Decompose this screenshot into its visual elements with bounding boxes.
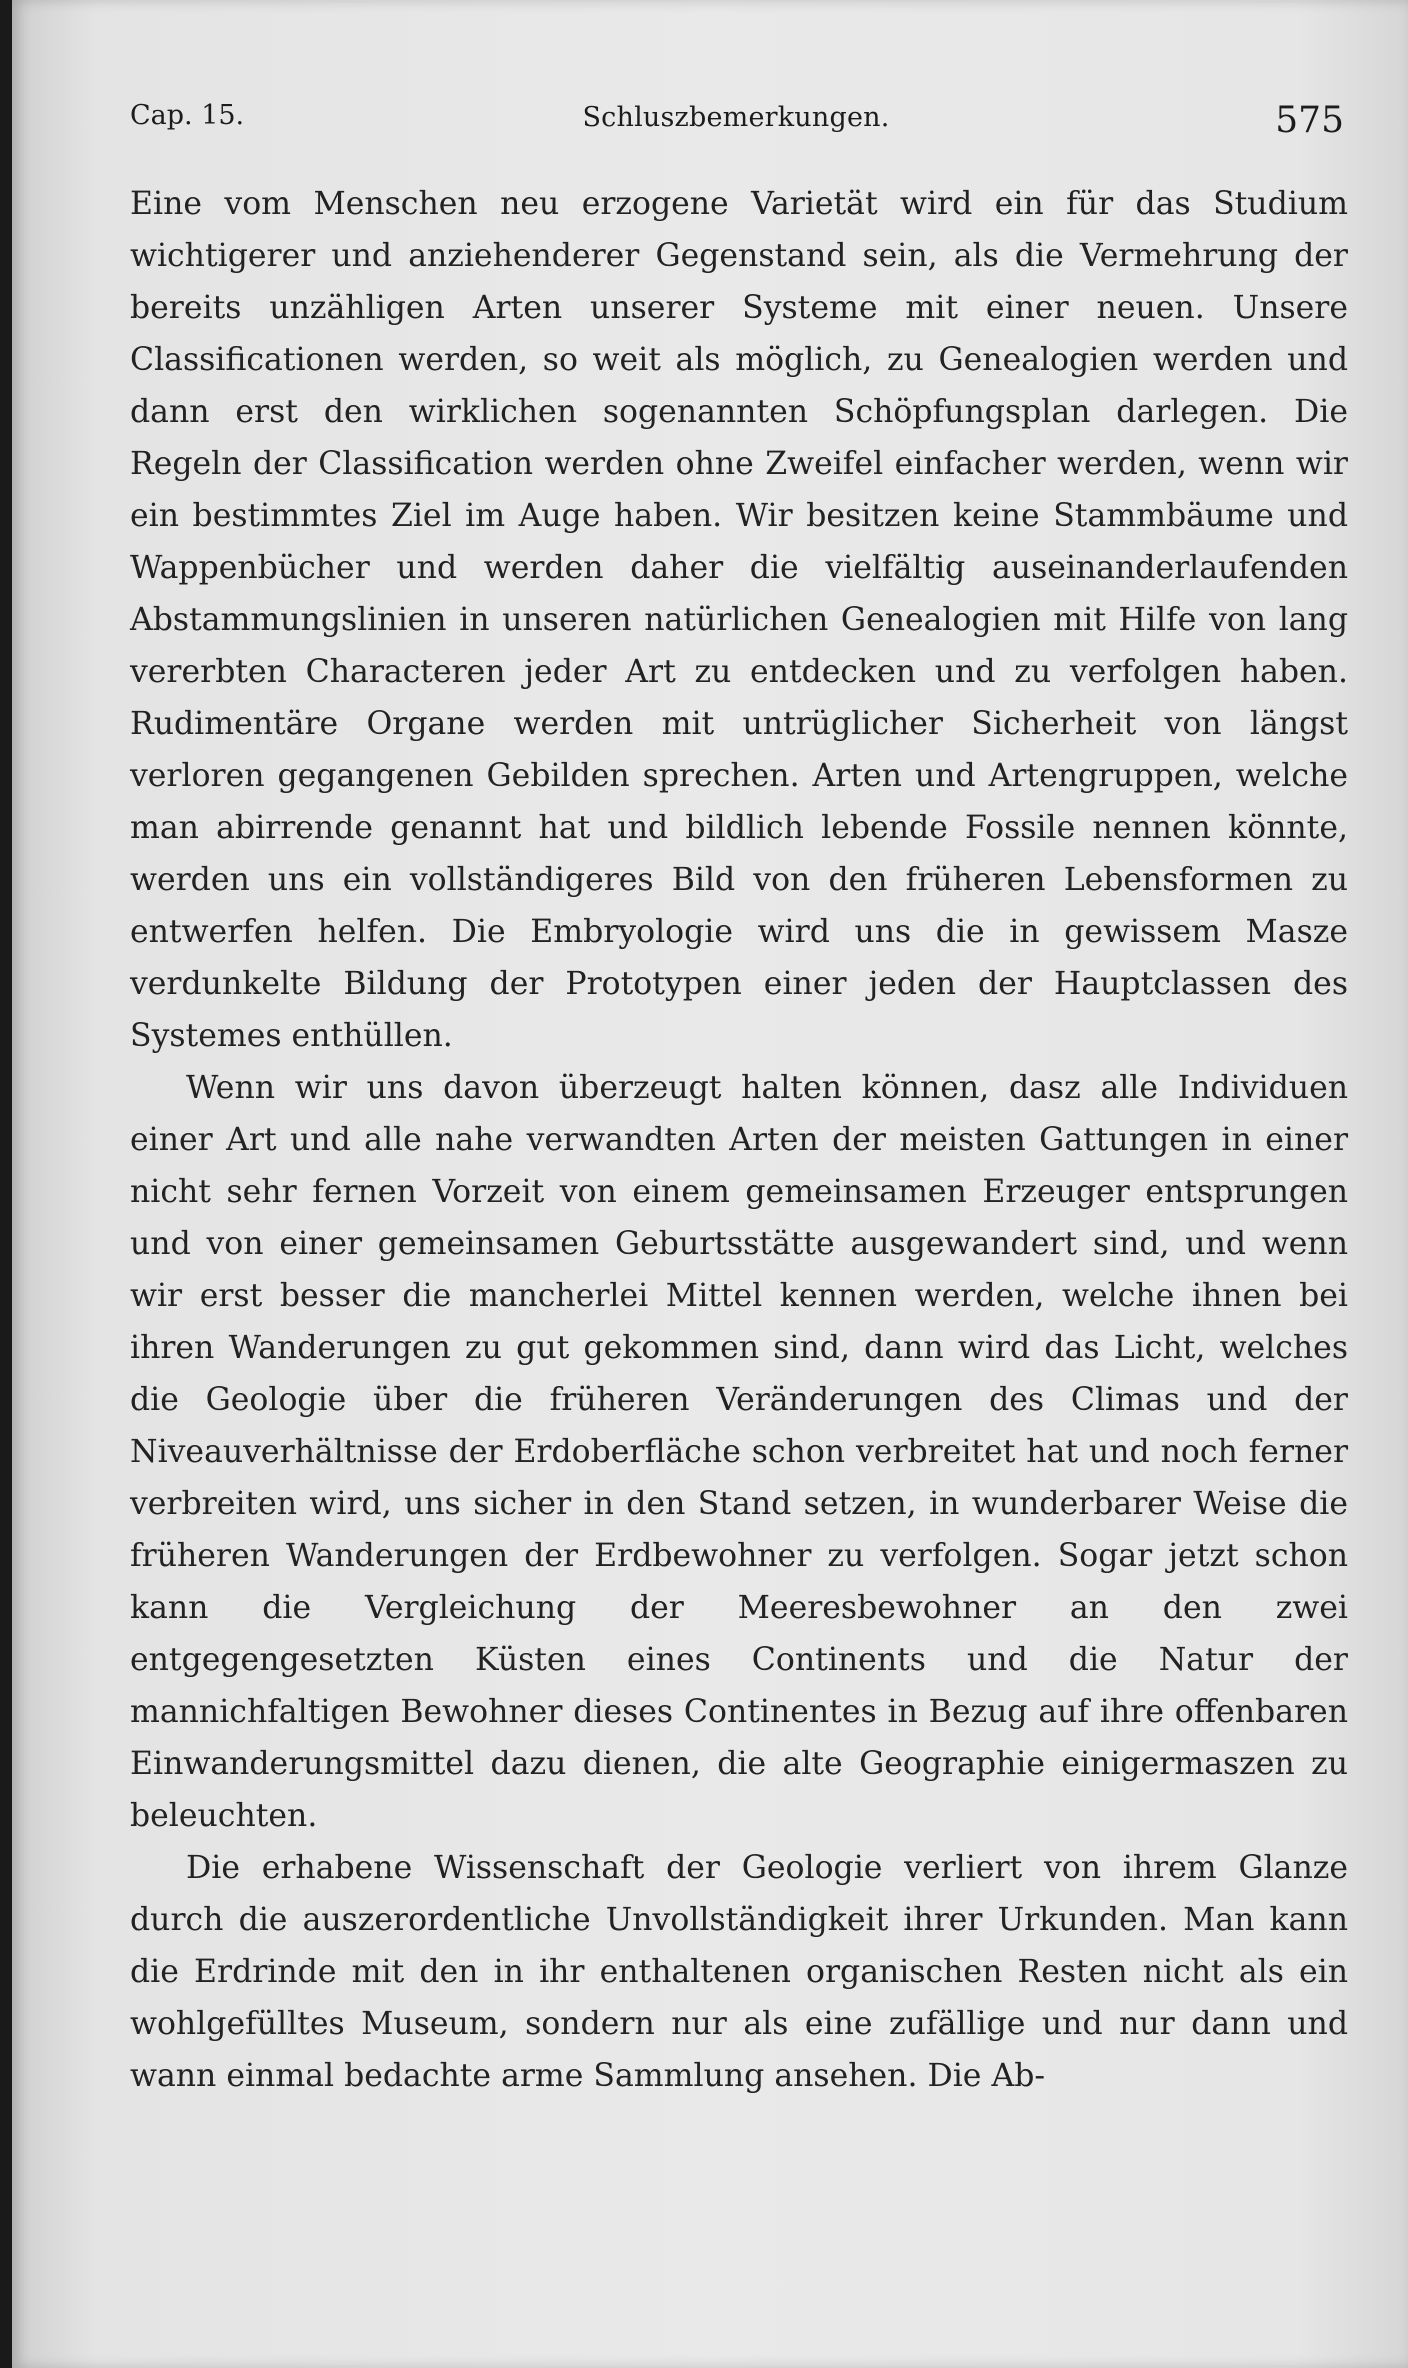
paragraph-3: Die erhabene Wissenschaft der Geologie verliert von ihrem Glanze durch die auszerordentliche Unvollständigkeit ihrer Urkunden. Man kann die Erdrinde mit den in ihr enthaltenen organischen Resten nicht als ein wohlgefülltes Museum, sondern nur als eine zufällige und nur dann und wann einmal bedachte arme Sammlung ansehen. Die Ab- bbox=[130, 1850, 1348, 2094]
page-number: 575 bbox=[1275, 100, 1344, 141]
running-header bbox=[120, 92, 1352, 142]
chapter-label: Cap. 15. bbox=[130, 100, 245, 131]
running-title: Schluszbemerkungen. bbox=[582, 102, 890, 133]
paragraph-1: Eine vom Menschen neu erzogene Varietät wird ein für das Studium wichtigerer und anziehenderer Gegenstand sein, als die Vermehrung der bereits unzähligen Arten unserer Systeme mit einer neuen. Unsere Classificationen werden, so weit als möglich, zu Genealogien werden und dann erst den wirklichen sogenannten Schöpfungsplan darlegen. Die Regeln der Classification werden ohne Zweifel einfacher werden, wenn wir ein bestimmtes Ziel im Auge haben. Wir besitzen keine Stammbäume und Wappenbücher und werden daher die vielfältig auseinanderlaufenden Abstammungslinien in unseren natürlichen Genealogien mit Hilfe von lang vererbten Characteren jeder Art zu entdecken und zu verfolgen haben. Rudimentäre Organe werden mit untrüglicher Sicherheit von längst verloren gegangenen Gebilden sprechen. Arten und Artengruppen, welche man abirrende genannt hat und bildlich lebende Fossile nennen könnte, werden uns ein vollständigeres Bild von den früheren Lebensformen zu entwerfen helfen. Die Embryologie wird uns die in gewissem Masze verdunkelte Bildung der Prototypen einer jeden der Hauptclassen des Systemes enthüllen. bbox=[130, 186, 1348, 1054]
paragraph-2: Wenn wir uns davon überzeugt halten können, dasz alle Individuen einer Art und alle nahe verwandten Arten der meisten Gattungen in einer nicht sehr fernen Vorzeit von einem gemeinsamen Erzeuger entsprungen und von einer gemeinsamen Geburtsstätte ausgewandert sind, und wenn wir erst besser die mancherlei Mittel kennen werden, welche ihnen bei ihren Wanderungen zu gut gekommen sind, dann wird das Licht, welches die Geologie über die früheren Veränderungen des Climas und der Niveauverhältnisse der Erdoberfläche schon verbreitet hat und noch ferner verbreiten wird, uns sicher in den Stand setzen, in wunderbarer Weise die früheren Wanderungen der Erdbewohner zu verfolgen. Sogar jetzt schon kann die Vergleichung der Meeresbewohner an den zwei entgegengesetzten Küsten eines Continents und die Natur der mannichfaltigen Bewohner dieses Continentes in Bezug auf ihre offenbaren Einwanderungsmittel dazu dienen, die alte Geographie einigermaszen zu beleuchten. bbox=[130, 1070, 1348, 1834]
body-text bbox=[130, 178, 1348, 2102]
book-page bbox=[12, 0, 1408, 2368]
